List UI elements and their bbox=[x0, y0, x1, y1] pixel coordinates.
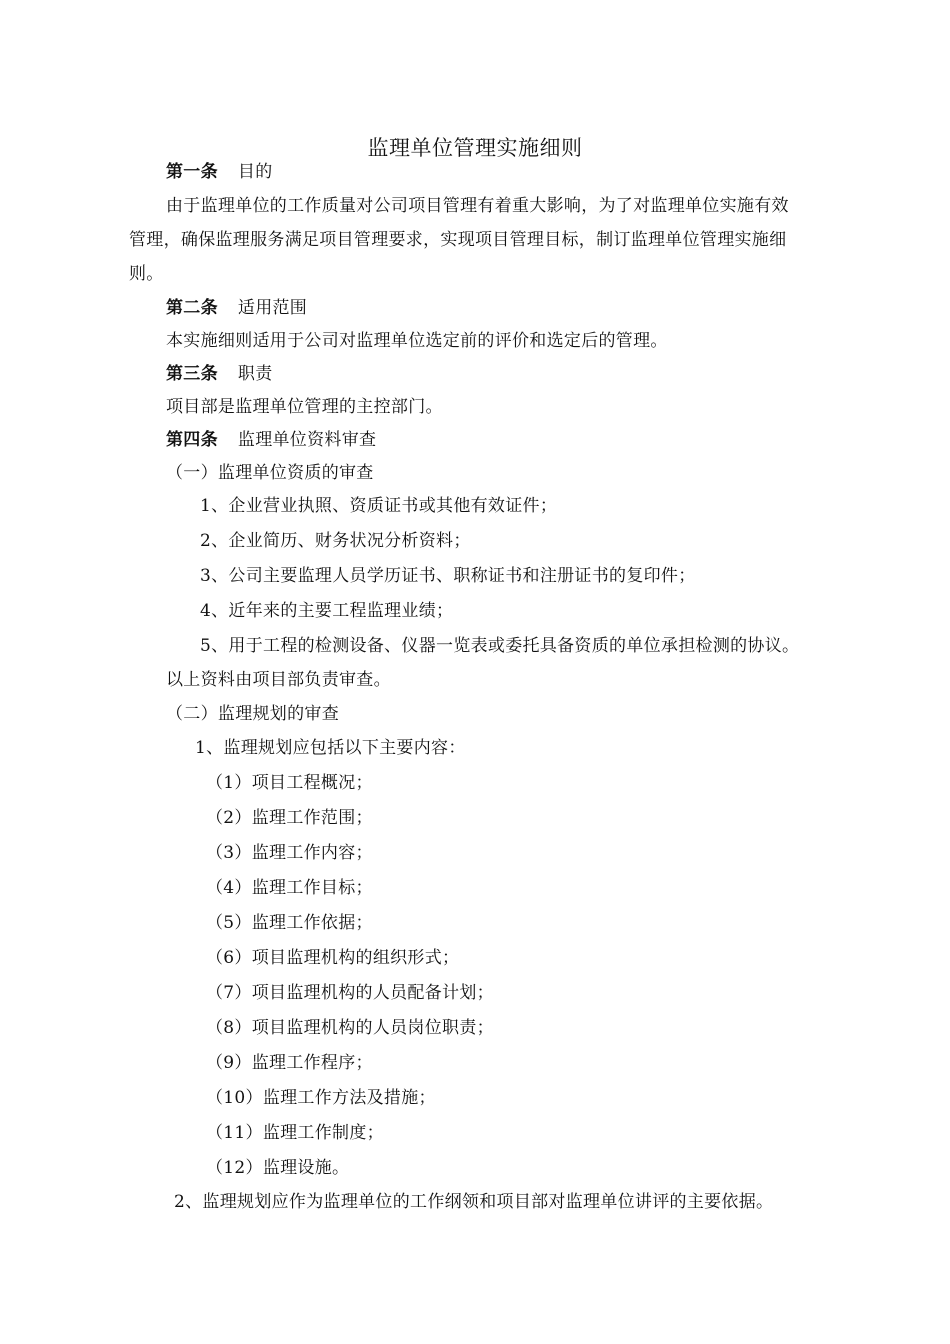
plan-item-1: 1、监理规划应包括以下主要内容： bbox=[195, 738, 466, 758]
article-3-name: 职责 bbox=[237, 364, 273, 384]
qualification-item-3: 3、公司主要监理人员学历证书、职称证书和注册证书的复印件； bbox=[200, 566, 696, 586]
article-1-number: 第一条 bbox=[166, 162, 218, 182]
plan-subitem: （11）监理工作制度； bbox=[206, 1123, 384, 1143]
plan-subitem: （8）项目监理机构的人员岗位职责； bbox=[206, 1018, 494, 1038]
paragraph-duty: 项目部是监理单位管理的主控部门。 bbox=[166, 397, 443, 417]
paragraph-purpose-line-1: 由于监理单位的工作质量对公司项目管理有着重大影响，为了对监理单位实施有效 bbox=[166, 196, 789, 216]
article-1-heading bbox=[166, 160, 273, 184]
article-4-heading bbox=[166, 428, 376, 452]
plan-subitem: （6）项目监理机构的组织形式； bbox=[206, 948, 460, 968]
article-2-heading bbox=[166, 296, 307, 320]
plan-subitem: （10）监理工作方法及措施； bbox=[206, 1088, 436, 1108]
plan-subitem: （5）监理工作依据； bbox=[206, 913, 373, 933]
qualification-item-4: 4、近年来的主要工程监理业绩； bbox=[200, 601, 454, 621]
plan-subitem: （3）监理工作内容； bbox=[206, 843, 373, 863]
article-2-number: 第二条 bbox=[166, 298, 218, 318]
paragraph-purpose-line-2: 管理，确保监理服务满足项目管理要求，实现项目管理目标，制订监理单位管理实施细 bbox=[129, 230, 787, 250]
plan-subitem: （1）项目工程概况； bbox=[206, 773, 373, 793]
document-title: 监理单位管理实施细则 bbox=[367, 136, 583, 160]
section-plan-heading: （二）监理规划的审查 bbox=[166, 704, 339, 724]
article-2-name: 适用范围 bbox=[237, 298, 308, 318]
plan-subitem: （4）监理工作目标； bbox=[206, 878, 373, 898]
qualification-item-5: 5、用于工程的检测设备、仪器一览表或委托具备资质的单位承担检测的协议。 bbox=[200, 636, 800, 656]
article-4-number: 第四条 bbox=[166, 430, 218, 450]
article-3-number: 第三条 bbox=[166, 364, 218, 384]
article-1-name: 目的 bbox=[237, 162, 273, 182]
qualification-item-1: 1、企业营业执照、资质证书或其他有效证件； bbox=[200, 496, 558, 516]
plan-subitem: （9）监理工作程序； bbox=[206, 1053, 373, 1073]
article-3-heading bbox=[166, 362, 273, 386]
plan-subitem: （2）监理工作范围； bbox=[206, 808, 373, 828]
section-qualification-heading: （一）监理单位资质的审查 bbox=[166, 463, 374, 483]
paragraph-scope: 本实施细则适用于公司对监理单位选定前的评价和选定后的管理。 bbox=[166, 331, 668, 351]
paragraph-purpose-line-3: 则。 bbox=[129, 264, 164, 284]
qualification-item-2: 2、企业简历、财务状况分析资料； bbox=[200, 531, 471, 551]
plan-subitem: （7）项目监理机构的人员配备计划； bbox=[206, 983, 494, 1003]
article-4-name: 监理单位资料审查 bbox=[237, 430, 377, 450]
qualification-note: 以上资料由项目部负责审查。 bbox=[166, 670, 391, 690]
plan-item-2: 2、监理规划应作为监理单位的工作纲领和项目部对监理单位讲评的主要依据。 bbox=[174, 1192, 774, 1212]
plan-subitem: （12）监理设施。 bbox=[206, 1158, 350, 1178]
